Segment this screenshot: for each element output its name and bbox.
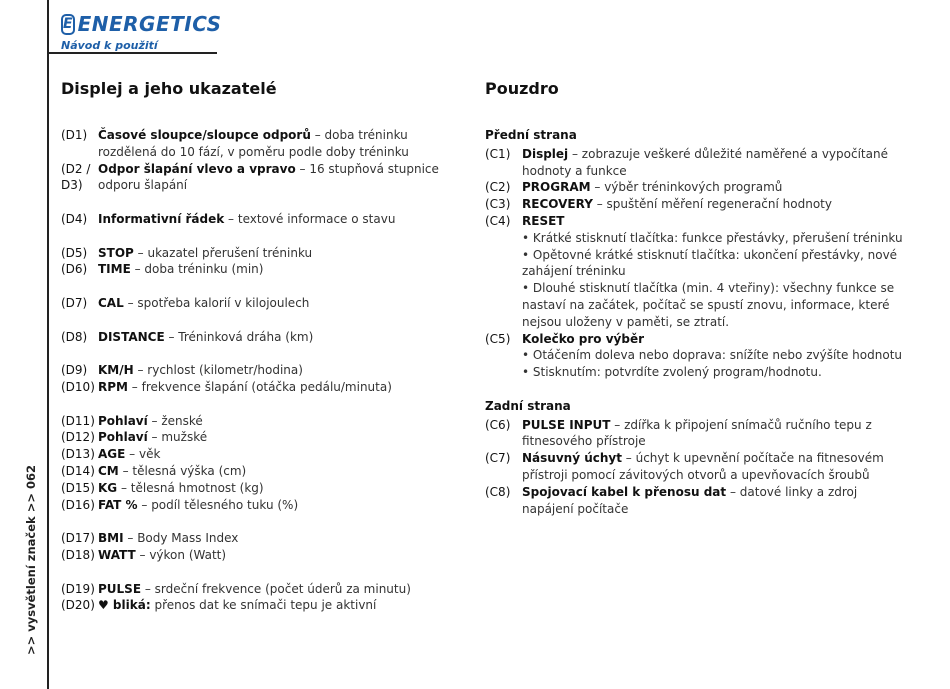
item-text: – tělesná výška (cm) <box>118 463 247 478</box>
item-description <box>522 146 905 180</box>
spacer <box>61 345 461 362</box>
display-title: Displej a jeho ukazatelé <box>61 79 277 98</box>
item-code: (D17) <box>61 531 95 546</box>
item-description <box>98 295 461 312</box>
item-term: ♥ bliká: <box>98 598 151 613</box>
item-description <box>98 211 461 228</box>
item-text: – Tréninková dráha (km) <box>164 329 314 344</box>
manual-subtitle: Návod k použití <box>61 39 158 52</box>
item-term: WATT <box>98 547 136 562</box>
list-item <box>61 329 461 346</box>
list-item <box>61 581 461 598</box>
item-description <box>98 429 461 446</box>
list-item <box>61 480 461 497</box>
item-text: – výkon (Watt) <box>135 547 227 562</box>
item-bullet: • Stisknutím: potvrdíte zvolený program/hodnotu. <box>522 365 822 380</box>
item-text: – zdířka k připojení snímačů ručního tepu z fitnesového přístroje <box>522 417 872 449</box>
item-term: Pohlaví <box>98 413 148 428</box>
item-text: – výběr tréninkových programů <box>590 180 783 195</box>
item-code: (C4) <box>485 213 511 228</box>
item-description <box>522 417 905 451</box>
spacer <box>61 228 461 245</box>
side-page-label <box>24 465 38 655</box>
header-rule <box>49 52 217 54</box>
item-term: PROGRAM <box>522 180 591 195</box>
item-description <box>98 261 461 278</box>
list-item <box>61 362 461 379</box>
brand-name: ENERGETICS <box>77 12 222 36</box>
item-term: Násuvný úchyt <box>522 451 622 466</box>
item-code: (D18) <box>61 547 95 562</box>
list-item <box>61 261 461 278</box>
item-text: – ukazatel přerušení tréninku <box>133 245 313 260</box>
list-item <box>485 196 905 213</box>
list-item <box>485 450 905 484</box>
item-description <box>98 530 461 547</box>
display-section <box>61 78 461 614</box>
item-code: (D12) <box>61 430 95 445</box>
item-description <box>522 450 905 484</box>
item-description <box>98 245 461 262</box>
list-item <box>485 179 905 196</box>
item-term: STOP <box>98 245 134 260</box>
front-list <box>485 146 905 381</box>
list-item <box>61 211 461 228</box>
item-code: (D6) <box>61 262 88 277</box>
page-number: 062 <box>24 465 38 490</box>
item-code: (C3) <box>485 197 511 212</box>
spacer <box>61 312 461 329</box>
brand-logo <box>61 12 222 36</box>
item-text: – zobrazuje veškeré důležité naměřené a vypočítané hodnoty a funkce <box>522 146 888 178</box>
item-term: DISTANCE <box>98 329 165 344</box>
item-code: (D9) <box>61 363 88 378</box>
item-term: Časové sloupce/sloupce odporů <box>98 128 311 142</box>
housing-title: Pouzdro <box>485 79 559 98</box>
spacer <box>61 513 461 530</box>
list-item <box>61 429 461 446</box>
list-item <box>485 417 905 451</box>
item-code: (D15) <box>61 480 95 495</box>
item-code: (C6) <box>485 417 511 432</box>
item-term: CAL <box>98 295 124 310</box>
spacer <box>61 194 461 211</box>
item-description <box>98 446 461 463</box>
item-code: (D20) <box>61 598 95 613</box>
display-list <box>61 127 461 614</box>
front-heading: Přední strana <box>485 128 577 142</box>
spacer <box>61 564 461 581</box>
item-description <box>98 463 461 480</box>
list-item <box>61 413 461 430</box>
item-text: – Body Mass Index <box>123 531 239 546</box>
item-term: TIME <box>98 262 131 277</box>
item-term: Informativní řádek <box>98 211 225 226</box>
item-text: – rychlost (kilometr/hodina) <box>133 363 303 378</box>
item-code: (C8) <box>485 484 511 499</box>
item-bullet: • Dlouhé stisknutí tlačítka (min. 4 vteřiny): všechny funkce se nastaví na začátek, počítač se spustí znovu, informace, které nejsou uloženy v paměti, se ztratí. <box>522 281 895 329</box>
item-term: RPM <box>98 379 128 394</box>
list-item <box>61 127 461 161</box>
item-text: – 16 stupňová stupnice odporu šlapání <box>98 161 439 193</box>
item-code: (D2 / D3) <box>61 161 91 193</box>
item-code: (D16) <box>61 497 95 512</box>
item-description <box>98 329 461 346</box>
list-item <box>61 547 461 564</box>
list-item <box>61 463 461 480</box>
item-code: (D11) <box>61 413 95 428</box>
item-text: – ženské <box>147 413 203 428</box>
item-description <box>98 547 461 564</box>
item-code: (D5) <box>61 245 88 260</box>
item-code: (D4) <box>61 211 88 226</box>
item-code: (D19) <box>61 581 95 596</box>
side-section-text: >> vysvětlení značek >> <box>24 493 38 655</box>
item-description <box>522 484 905 518</box>
item-text: – spotřeba kalorií v kilojoulech <box>123 295 310 310</box>
item-text: – doba tréninku rozdělená do 10 fází, v poměru podle doby tréninku <box>98 128 409 159</box>
list-item <box>485 331 905 381</box>
item-text: – mužské <box>147 430 208 445</box>
item-term: Displej <box>522 146 569 161</box>
item-code: (C1) <box>485 146 511 161</box>
item-term: CM <box>98 463 119 478</box>
item-bullet: • Otáčením doleva nebo doprava: snížíte nebo zvýšíte hodnotu <box>522 348 903 363</box>
item-term: KG <box>98 480 118 495</box>
item-term: PULSE INPUT <box>522 417 611 432</box>
item-text: – věk <box>125 447 161 462</box>
item-term: Kolečko pro výběr <box>522 331 644 346</box>
item-code: (D13) <box>61 447 95 462</box>
item-bullet: • Krátké stisknutí tlačítka: funkce přestávky, přerušení tréninku <box>522 230 903 245</box>
housing-section <box>485 78 905 517</box>
item-term: KM/H <box>98 363 134 378</box>
item-description <box>98 581 461 598</box>
item-text: – datové linky a zdroj napájení počítače <box>522 484 858 516</box>
list-item <box>61 497 461 514</box>
item-code: (C2) <box>485 180 511 195</box>
item-term: Spojovací kabel k přenosu dat <box>522 484 727 499</box>
item-description <box>98 127 461 161</box>
item-term: BMI <box>98 531 124 546</box>
item-bullet: • Opětovné krátké stisknutí tlačítka: ukončení přestávky, nové zahájení tréninku <box>522 247 898 279</box>
item-code: (D7) <box>61 295 88 310</box>
item-description <box>98 480 461 497</box>
item-description <box>98 597 461 614</box>
list-item <box>61 245 461 262</box>
list-item <box>61 530 461 547</box>
item-term: FAT % <box>98 497 138 512</box>
header <box>49 12 222 54</box>
item-text: přenos dat ke snímači tepu je aktivní <box>150 598 377 613</box>
list-item <box>61 446 461 463</box>
item-description <box>522 196 905 213</box>
item-code: (C7) <box>485 451 511 466</box>
page-edge-line <box>47 0 49 689</box>
item-term: AGE <box>98 447 126 462</box>
item-text: – spuštění měření regenerační hodnoty <box>592 197 832 212</box>
item-term: Odpor šlapání vlevo a vpravo <box>98 161 296 176</box>
item-code: (D14) <box>61 463 95 478</box>
item-term: RECOVERY <box>522 197 593 212</box>
item-code: (C5) <box>485 331 511 346</box>
back-list <box>485 417 905 518</box>
item-description <box>522 179 905 196</box>
back-heading: Zadní strana <box>485 398 571 413</box>
item-text: – podíl tělesného tuku (%) <box>137 497 299 512</box>
list-item <box>61 161 461 195</box>
item-code: (D8) <box>61 329 88 344</box>
item-term: PULSE <box>98 581 142 596</box>
list-item <box>485 146 905 180</box>
list-item <box>485 213 905 331</box>
item-description <box>98 161 461 195</box>
item-text: – doba tréninku (min) <box>130 262 264 277</box>
item-description <box>98 497 461 514</box>
item-code: (D1) <box>61 128 88 142</box>
item-term: Pohlaví <box>98 430 148 445</box>
item-description <box>98 379 461 396</box>
spacer <box>61 278 461 295</box>
list-item <box>61 597 461 614</box>
item-text: – tělesná hmotnost (kg) <box>117 480 264 495</box>
item-description <box>522 213 905 331</box>
item-description <box>98 362 461 379</box>
item-text: – frekvence šlapání (otáčka pedálu/minuta) <box>127 379 392 394</box>
list-item <box>61 295 461 312</box>
item-code: (D10) <box>61 379 95 394</box>
item-text: – úchyt k upevnění počítače na fitnesovém přístroji pomocí závitových otvorů a upevňovacích šroubů <box>522 451 884 482</box>
list-item <box>61 379 461 396</box>
list-item <box>485 484 905 518</box>
item-text: – textové informace o stavu <box>224 211 396 226</box>
item-description <box>98 413 461 430</box>
logo-e-icon: E <box>61 14 75 35</box>
item-description <box>522 331 905 381</box>
spacer <box>61 396 461 413</box>
item-term: RESET <box>522 213 565 228</box>
item-text: – srdeční frekvence (počet úderů za minutu) <box>141 581 411 596</box>
